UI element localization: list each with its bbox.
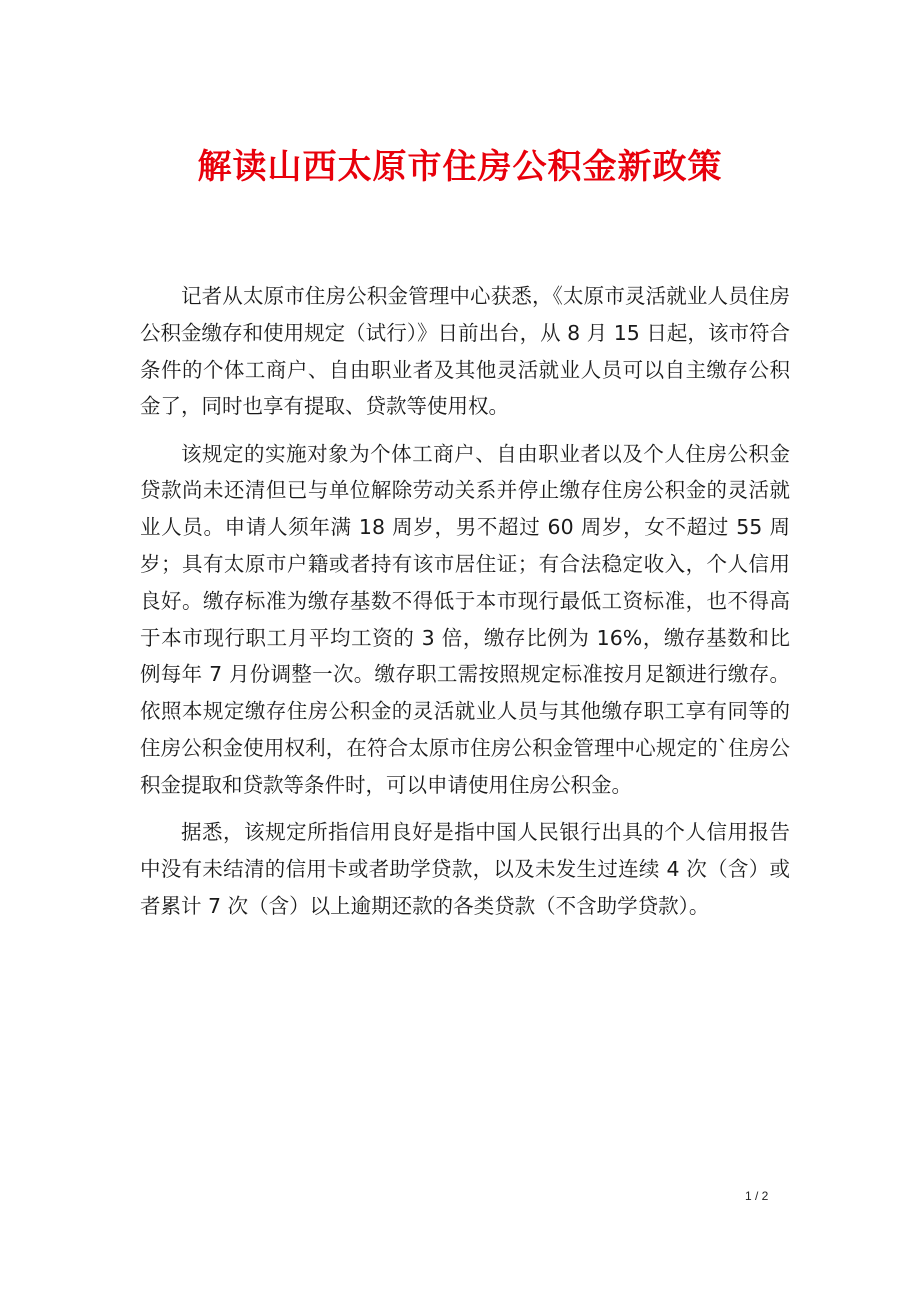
- paragraph-2: 该规定的实施对象为个体工商户、自由职业者以及个人住房公积金贷款尚未还清但已与单位解除劳动关系并停止缴存住房公积金的灵活就业人员。申请人须年满 18 周岁，男不超过 60 周岁，女不超过 55 周岁；具有太原市户籍或者持有该市居住证；有合法稳定收入，个人信用良好。缴存标准为缴存基数不得低于本市现行最低工资标准，也不得高于本市现行职工月平均工资的 3 倍，缴存比例为 16%，缴存基数和比例每年 7 月份调整一次。缴存职工需按照规定标准按月足额进行缴存。依照本规定缴存住房公积金的灵活就业人员与其他缴存职工享有同等的住房公积金使用权利，在符合太原市住房公积金管理中心规定的`住房公积金提取和贷款等条件时，可以申请使用住房公积金。: [140, 441, 790, 797]
- paragraph-3: 据悉，该规定所指信用良好是指中国人民银行出具的个人信用报告中没有未结清的信用卡或者助学贷款，以及未发生过连续 4 次（含）或者累计 7 次（含）以上逾期还款的各类贷款（不含助学贷款）。: [140, 819, 790, 918]
- paragraph-1: 记者从太原市住房公积金管理中心获悉，《太原市灵活就业人员住房公积金缴存和使用规定（试行）》日前出台，从 8 月 15 日起，该市符合条件的个体工商户、自由职业者及其他灵活就业人员可以自主缴存公积金了，同时也享有提取、贷款等使用权。: [140, 284, 790, 419]
- document-title: 解读山西太原市住房公积金新政策: [197, 147, 723, 187]
- page-number: 1 / 2: [745, 1189, 769, 1203]
- document-body: [140, 278, 790, 935]
